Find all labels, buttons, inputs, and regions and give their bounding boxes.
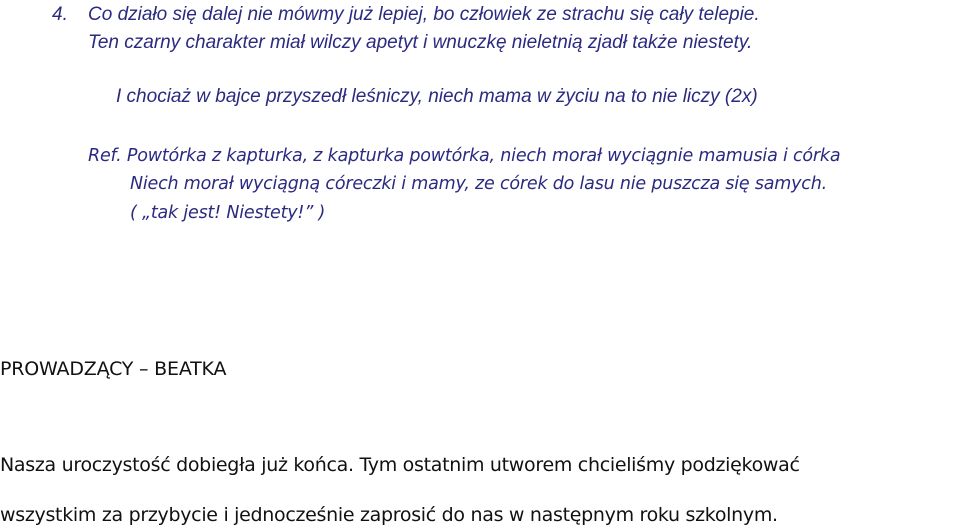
stanza-line-3: I chociaż w bajce przyszedł leśniczy, niech mama w życiu na to nie liczy (2x): [116, 86, 758, 107]
refrain-line-1: Ref. Powtórka z kapturka, z kapturka powtórka, niech morał wyciągnie mamusia i córka: [88, 146, 841, 166]
stanza-line-1-text: Co działo się dalej nie mówmy już lepiej, bo człowiek ze strachu się cały telepie.: [88, 4, 760, 25]
closing-line-2: wszystkim za przybycie i jednocześnie zaprosić do nas w następnym roku szkolnym.: [0, 504, 778, 526]
section-heading: PROWADZĄCY – BEATKA: [0, 358, 227, 380]
stanza-line-2: Ten czarny charakter miał wilczy apetyt i wnuczkę nieletnią zjadł także niestety.: [88, 32, 753, 53]
closing-line-1: Nasza uroczystość dobiegła już końca. Tym ostatnim utworem chcieliśmy podziękować: [0, 454, 800, 476]
refrain-line-3: ( „tak jest! Niestety!” ): [130, 203, 326, 223]
stanza-number: 4.: [52, 4, 68, 25]
stanza-line-1: [52, 4, 760, 26]
refrain-line-2: Niech morał wyciągną córeczki i mamy, ze córek do lasu nie puszcza się samych.: [130, 174, 827, 194]
